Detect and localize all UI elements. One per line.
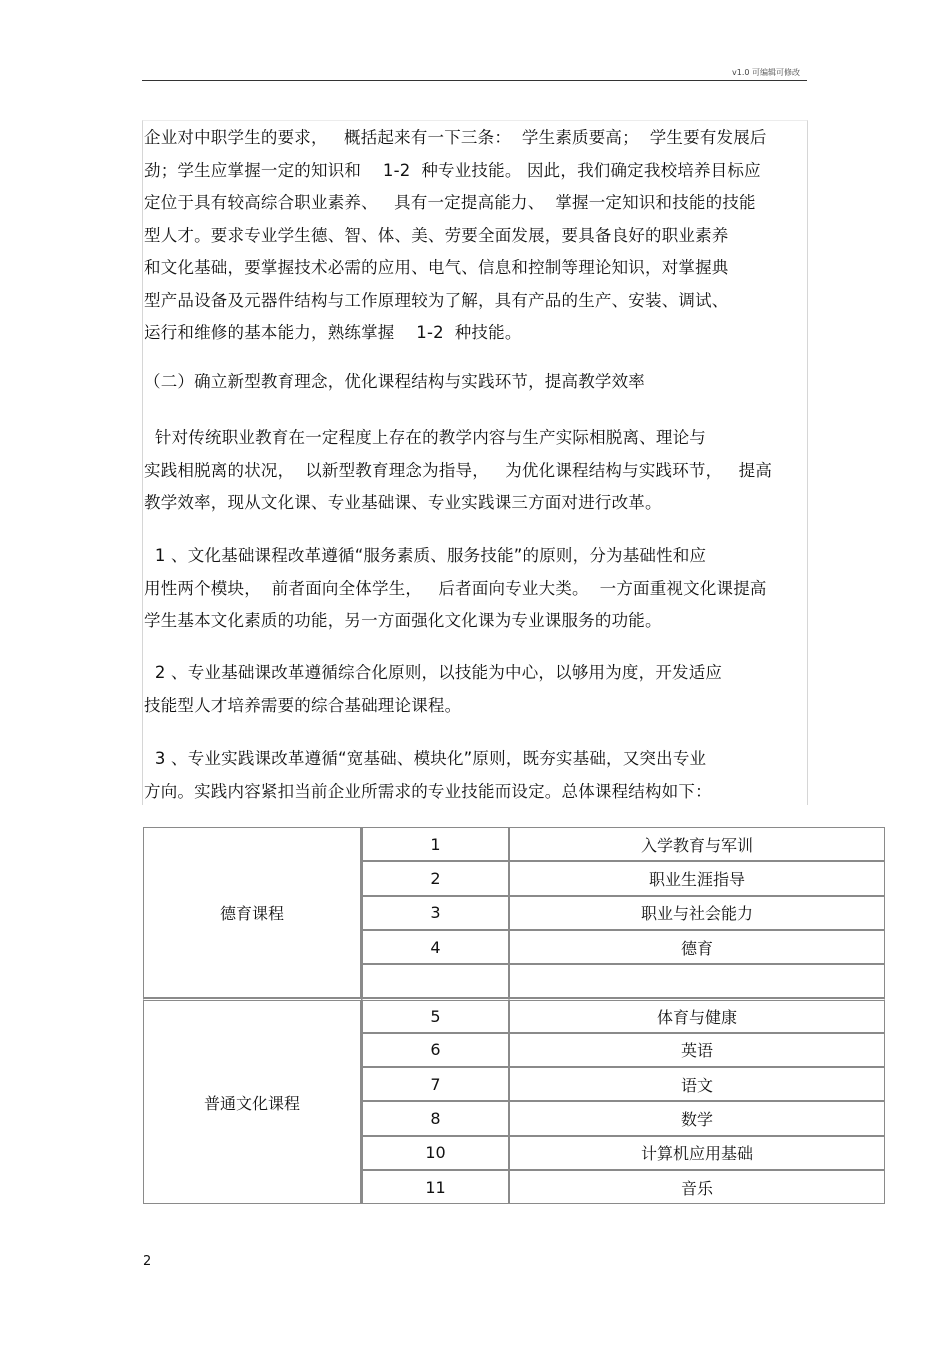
course-category-cell: 德育课程 <box>143 827 362 998</box>
course-name-cell: 音乐 <box>509 1170 885 1204</box>
paragraph-line: 教学效率，现从文化课、专业基础课、专业实践课三方面对进行改革。 <box>144 493 662 512</box>
course-name-cell: 体育与健康 <box>509 998 885 1032</box>
paragraph-line: 用性两个模块， 前者面向全体学生， 后者面向专业大类。 一方面重视文化课提高 <box>144 578 767 598</box>
paragraph <box>144 540 814 638</box>
paragraph-line: 1 、文化基础课程改革遵循“服务素质、服务技能”的原则，分为基础性和应 <box>144 546 707 565</box>
course-number-cell: 3 <box>362 896 509 930</box>
course-name-cell: 数学 <box>509 1101 885 1135</box>
paragraph-line: 型人才。要求专业学生德、智、体、美、劳要全面发展，要具备良好的职业素养 <box>144 225 729 245</box>
paragraph-line: 型产品设备及元器件结构与工作原理较为了解，具有产品的生产、安装、调试、 <box>144 290 729 310</box>
paragraph <box>144 422 814 520</box>
course-number-cell: 10 <box>362 1136 509 1170</box>
course-name-cell: 英语 <box>509 1033 885 1067</box>
header-version-note: v1.0 可编辑可修改 <box>732 68 800 77</box>
paragraph-line: 针对传统职业教育在一定程度上存在的教学内容与生产实际相脱离、理论与 <box>144 428 706 447</box>
paragraph-line: 和文化基础，要掌握技术必需的应用、电气、信息和控制等理论知识，对掌握典 <box>144 258 729 277</box>
paragraph-line: 企业对中职学生的要求， 概括起来有一下三条： 学生素质要高； 学生要有发展后 <box>144 128 767 147</box>
course-name-cell: 职业生涯指导 <box>509 861 885 895</box>
table-row <box>143 827 885 861</box>
course-structure-table <box>143 827 885 1205</box>
paragraph-line: 技能型人才培养需要的综合基础理论课程。 <box>144 695 462 715</box>
paragraph <box>144 122 814 350</box>
paragraph-line: 劲；学生应掌握一定的知识和 1-2 种专业技能。 因此，我们确定我校培养目标应 <box>144 160 761 180</box>
page-number: 2 <box>143 1254 152 1269</box>
course-name-cell: 职业与社会能力 <box>509 896 885 930</box>
course-name-cell: 语文 <box>509 1067 885 1101</box>
paragraph-line: 定位于具有较高综合职业素养、 具有一定提高能力、 掌握一定知识和技能的技能 <box>144 193 756 212</box>
course-name-cell: 德育 <box>509 930 885 964</box>
paragraph <box>144 366 814 399</box>
course-number-cell: 8 <box>362 1101 509 1135</box>
paragraph <box>144 743 814 808</box>
course-name-cell <box>509 964 885 998</box>
course-number-cell: 4 <box>362 930 509 964</box>
paragraph-line: 实践相脱离的状况， 以新型教育理念为指导， 为优化课程结构与实践环节， 提高 <box>144 460 773 480</box>
paragraph-line: 2 、专业基础课改革遵循综合化原则，以技能为中心，以够用为度，开发适应 <box>144 663 723 682</box>
course-number-cell: 11 <box>362 1170 509 1204</box>
table-row <box>143 998 885 1032</box>
paragraph-line: 3 、专业实践课改革遵循“宽基础、模块化”原则，既夯实基础，又突出专业 <box>144 749 707 768</box>
paragraph-line: （二）确立新型教育理念，优化课程结构与实践环节，提高教学效率 <box>144 372 645 391</box>
header-rule <box>142 80 807 81</box>
course-number-cell <box>362 964 509 998</box>
course-number-cell: 6 <box>362 1033 509 1067</box>
course-table <box>143 827 885 1204</box>
paragraph <box>144 657 814 722</box>
course-name-cell: 计算机应用基础 <box>509 1136 885 1170</box>
course-number-cell: 2 <box>362 861 509 895</box>
course-category-cell: 普通文化课程 <box>143 998 362 1204</box>
course-number-cell: 1 <box>362 827 509 861</box>
paragraph-line: 学生基本文化素质的功能，另一方面强化文化课为专业课服务的功能。 <box>144 611 662 630</box>
paragraph-line: 运行和维修的基本能力，熟练掌握 1-2 种技能。 <box>144 323 522 342</box>
course-number-cell: 7 <box>362 1067 509 1101</box>
paragraph-line: 方向。实践内容紧扣当前企业所需求的专业技能而设定。总体课程结构如下： <box>144 781 712 801</box>
course-name-cell: 入学教育与军训 <box>509 827 885 861</box>
course-number-cell: 5 <box>362 998 509 1032</box>
